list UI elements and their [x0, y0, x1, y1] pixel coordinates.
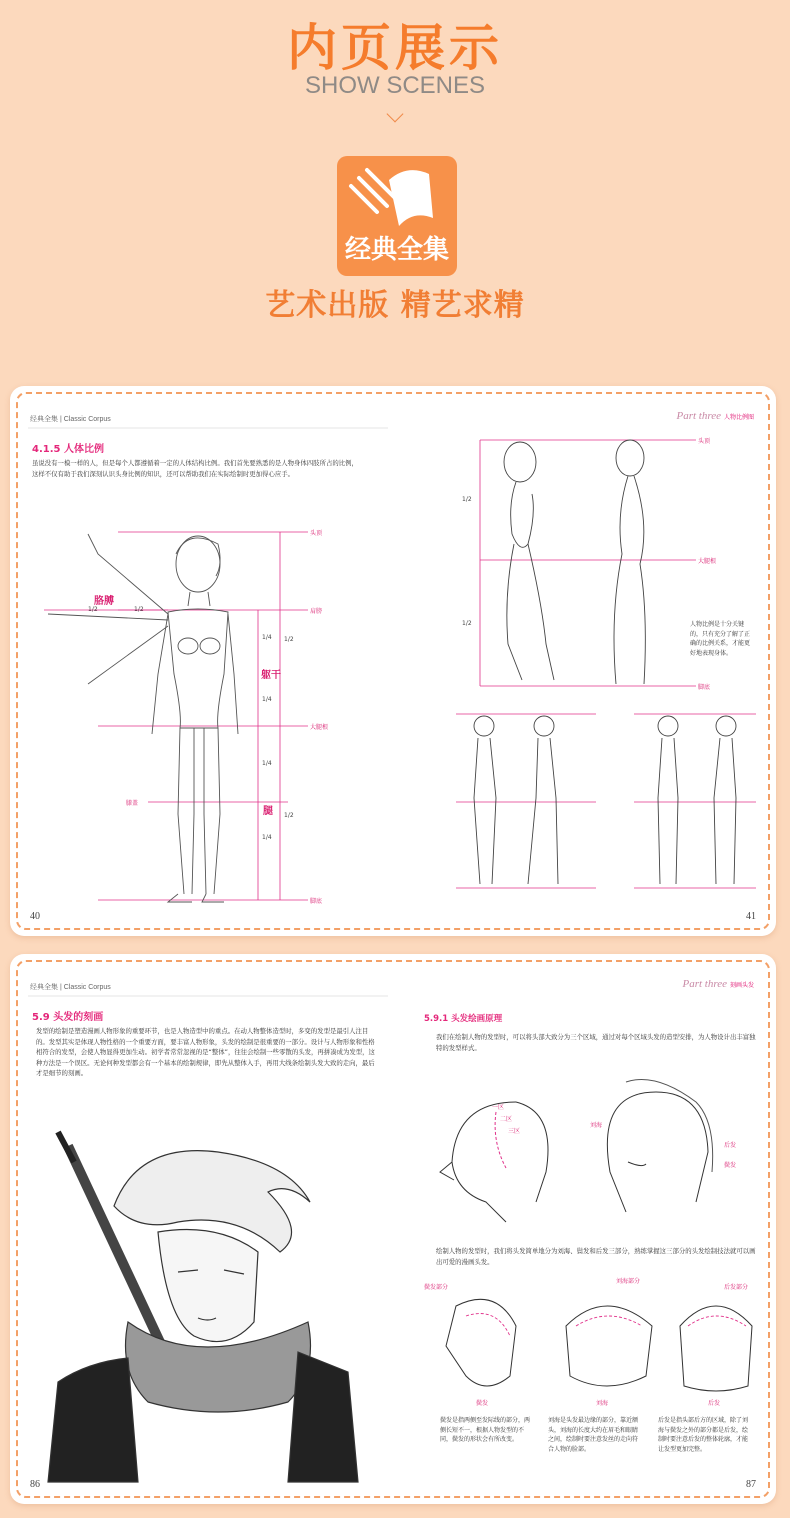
label-side-part: 鬓发部分	[424, 1284, 449, 1291]
label-thigh-root-right: 大腿根	[698, 558, 717, 565]
label-half-upper: 1/2	[284, 636, 294, 643]
label-torso: 躯干	[261, 670, 281, 681]
label-region-1: 一区	[492, 1104, 505, 1111]
label-bangs-part: 刘海部分	[616, 1278, 641, 1285]
label-arm-span: 胳膊	[94, 596, 114, 607]
label-back-top: 后发	[724, 1142, 737, 1149]
page-title: 内页展示	[287, 19, 503, 77]
label-quarter-2: 1/4	[262, 696, 272, 703]
figure-sketch-front	[18, 514, 388, 914]
book-page-right	[396, 394, 768, 928]
caption-bangs: 刘海是头发最边缘的部分，靠近额头，刘海的长度大约在眉毛和眼睛之间，绘制时要注意发丝的走向符合人物的脸部。	[548, 1417, 639, 1453]
page-number-left: 40	[30, 911, 40, 922]
part-label-text: Part three	[676, 410, 721, 422]
label-half-arm-left: 1/2	[88, 606, 98, 613]
label-side-bottom: 鬓发	[476, 1400, 489, 1407]
label-region-2: 二区	[500, 1116, 513, 1123]
character-illustration	[18, 1122, 396, 1482]
label-shoulder: 肩膀	[310, 608, 323, 615]
hair-parts-diagram	[396, 1286, 766, 1406]
part-sub-2: 刻画头发	[729, 983, 754, 989]
section-title-2: 5.9 头发的刻画	[32, 1012, 104, 1023]
running-head: 经典全集 | Classic Corpus	[30, 416, 111, 423]
label-back-bottom: 后发	[708, 1400, 721, 1407]
label-half-bottom: 1/2	[462, 620, 472, 627]
chevron-down-icon	[387, 106, 404, 123]
part-sub: 人物比例图	[723, 415, 754, 421]
book-pages-icon	[337, 156, 457, 236]
label-head-top: 头顶	[310, 530, 323, 537]
part-label-text-2: Part three	[682, 978, 727, 990]
sub-text: 我们在绘制人物的发型时，可以将头部大致分为三个区域，通过对每个区域头发的造型安排，为人物设计出丰富独特的发型样式。	[436, 1033, 756, 1052]
body-text: 虽说没有一模一样的人，但是每个人都遵循着一定的人体结构比例。我们首先要熟悉的是人物身体四肢所占的比例，这样不仅有助于我们深刻认识头身比例的知识，还可以帮助我们在实际绘制时更加得心应手。	[32, 459, 358, 478]
sub-text-2: 绘制人物的发型时，我们将头发简单地分为刘海、鬓发和后发三部分，熟练掌握这三部分的头发绘制技法就可以画出可爱的漫画头发。	[436, 1247, 756, 1266]
label-quarter-3: 1/4	[262, 760, 272, 767]
book-page-left-2	[18, 962, 396, 1496]
label-thigh-root: 大腿根	[310, 724, 329, 731]
label-leg: 腿	[263, 806, 273, 817]
label-region-3: 三区	[508, 1128, 521, 1135]
label-half-top: 1/2	[462, 496, 472, 503]
slogan: 艺术出版 精艺求精	[265, 288, 525, 323]
part-label-2	[682, 978, 754, 990]
book-spread-proportions	[18, 394, 768, 928]
label-sole: 脚底	[310, 898, 323, 905]
label-knee: 膝盖	[126, 800, 139, 807]
running-head-2: 经典全集 | Classic Corpus	[30, 984, 111, 991]
label-quarter-4: 1/4	[262, 834, 272, 841]
page-number-right-2: 87	[746, 1479, 756, 1490]
label-head-top-right: 头顶	[698, 438, 711, 445]
label-half-lower: 1/2	[284, 812, 294, 819]
preview-card-1	[10, 386, 776, 936]
book-spread-hair	[18, 962, 768, 1496]
running-head-rule-2	[28, 995, 398, 997]
label-bangs-bottom: 刘海	[596, 1400, 609, 1407]
preview-card-2	[10, 954, 776, 1504]
head-region-diagram	[396, 1072, 766, 1232]
caption-back: 后发是指头部后方的区域，除了刘海与鬓发之外的部分都是后发，绘制时要注意后发的整体轮廓，才能让发型更加完整。	[658, 1417, 749, 1453]
label-quarter-1: 1/4	[262, 634, 272, 641]
side-caption: 人物比例是十分关键的，只有充分了解了正确的比例关系，才能更好地表现身体。	[690, 621, 751, 657]
label-half-arm-right: 1/2	[134, 606, 144, 613]
label-back-part: 后发部分	[724, 1284, 749, 1291]
book-page-left	[18, 394, 396, 928]
page-number-left-2: 86	[30, 1479, 40, 1490]
caption-side: 鬓发是指两侧至发际线的部分，两侧长短不一，根据人物发型的不同，鬓发的形状会有所改变。	[440, 1417, 531, 1444]
page-number-right: 41	[746, 911, 756, 922]
badge-label: 经典全集	[344, 235, 449, 265]
brand-badge	[337, 156, 457, 276]
label-side-top: 鬓发	[724, 1162, 737, 1169]
running-head-rule	[28, 427, 398, 429]
book-page-right-2	[396, 962, 768, 1496]
subsection-title: 5.9.1 头发绘画原理	[424, 1014, 503, 1024]
body-text-2: 发型的绘制是塑造漫画人物形象的重要环节，也是人物造型中的重点。在动人物整体造型时，多变的发型是最引人注目的。发型其实是体现人物性格的一个重要方面，要丰富人物形象，头发的绘制是很重要的一部分。设计与人物形象和性格相符合的发型，会使人物显得更加生动。初学者常常忽视的是“整体”，往往会绘制一些零散的头发，再拼凑成为发型，这种方法是一个误区。无论何种发型都会有一个基本的绘制规律，即先从整体入手，再用大线条绘制头发大致的走向，最后才是细节的刻画。	[36, 1027, 375, 1078]
section-title: 4.1.5 人体比例	[32, 444, 104, 455]
label-bangs-top: 刘海	[590, 1122, 603, 1129]
page-subtitle: SHOW SCENES	[304, 72, 486, 99]
label-sole-right: 脚底	[698, 684, 711, 691]
